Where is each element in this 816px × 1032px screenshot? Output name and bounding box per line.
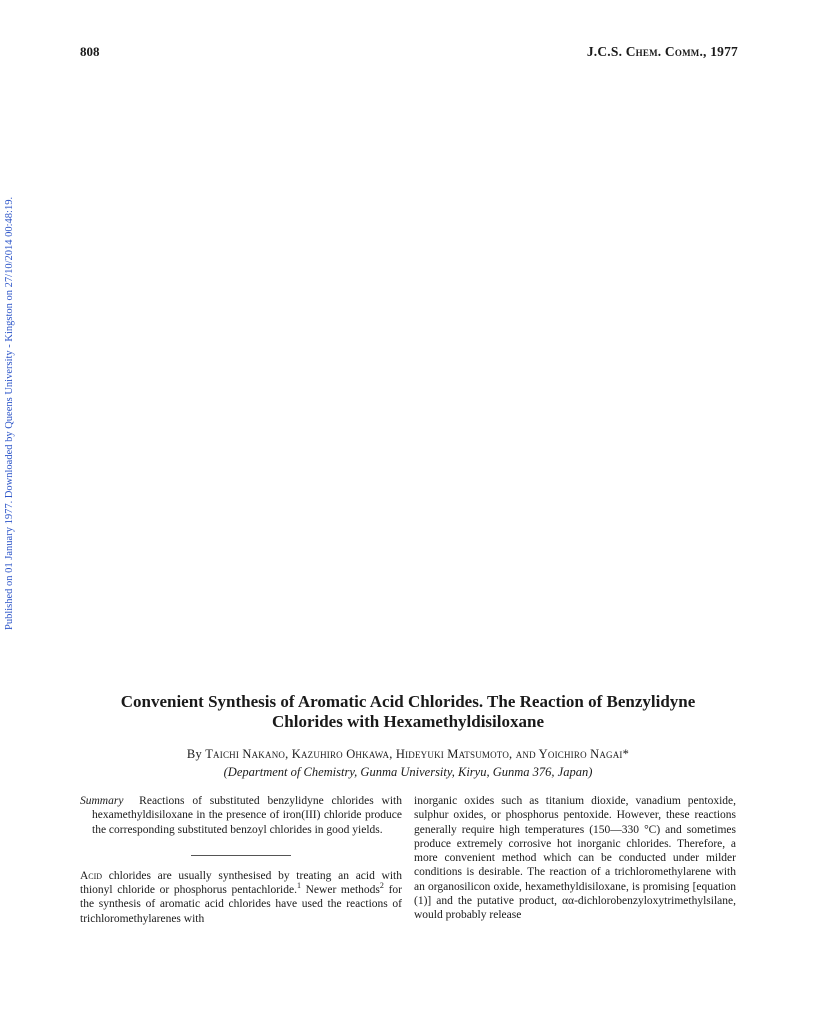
article-title [40,692,776,732]
journal-header [587,44,738,60]
author-names: Taichi Nakano, Kazuhiro Ohkawa, Hideyuki Matsumoto, and Yoichiro Nagai* [205,747,630,761]
summary-paragraph [80,794,402,837]
author-list [40,747,776,762]
right-column-text: inorganic oxides such as titanium dioxide, vanadium pentoxide, sulphur oxides, or phosphorus pentoxide. However, these reactions generally require high temperatures (150—330 °C) and sometimes produce extremely corrosive hot inorganic chlorides. Therefore, a more convenient method which can be conducted under milder conditions is desirable. The reaction of a trichloromethylarene with an organosilicon oxide, hexamethyldisiloxane, is promising [equation (1)] and the putative product, αα-dichlorobenzyloxytrimethylsilane, would probably release [414,795,736,922]
reference-1[interactable]: 1 [296,881,301,891]
summary-text: Reactions of substituted benzylidyne chlorides with hexamethyldisiloxane in the presence of iron(III) chloride produce the corresponding substituted benzoyl chlorides in good yields. [92,795,403,836]
journal-name: Chem. Comm. [625,44,704,59]
journal-prefix: J.C.S. [586,44,623,59]
body-part-3: for the synthesis of aromatic acid chlorides have used the reactions of trichloromethylarenes with [80,884,402,925]
author-by: By [186,747,206,761]
body-part-2: Newer methods [300,884,380,897]
reference-2[interactable]: 2 [379,881,384,891]
page-number: 808 [80,44,100,59]
body-lead-word: Acid [80,869,103,882]
affiliation: (Department of Chemistry, Gunma University, Kiryu, Gunma 376, Japan) [223,765,593,779]
section-divider [191,855,291,856]
journal-year: , 1977 [703,44,738,59]
right-column [414,794,736,923]
title-line-1: Convenient Synthesis of Aromatic Acid Chlorides. The Reaction of Benzylidyne [120,692,696,711]
title-line-2: Chlorides with Hexamethyldisiloxane [271,712,544,731]
left-column [80,794,402,926]
body-part-1: chlorides are usually synthesised by treating an acid with thionyl chloride or phosphorus pentachloride. [80,869,402,897]
summary-label: Summary [80,795,124,807]
body-paragraph [80,869,402,926]
download-watermark[interactable]: Published on 01 January 1977. Downloaded by Queens University - Kingston on 27/10/2014 00:48:19. [4,196,15,630]
